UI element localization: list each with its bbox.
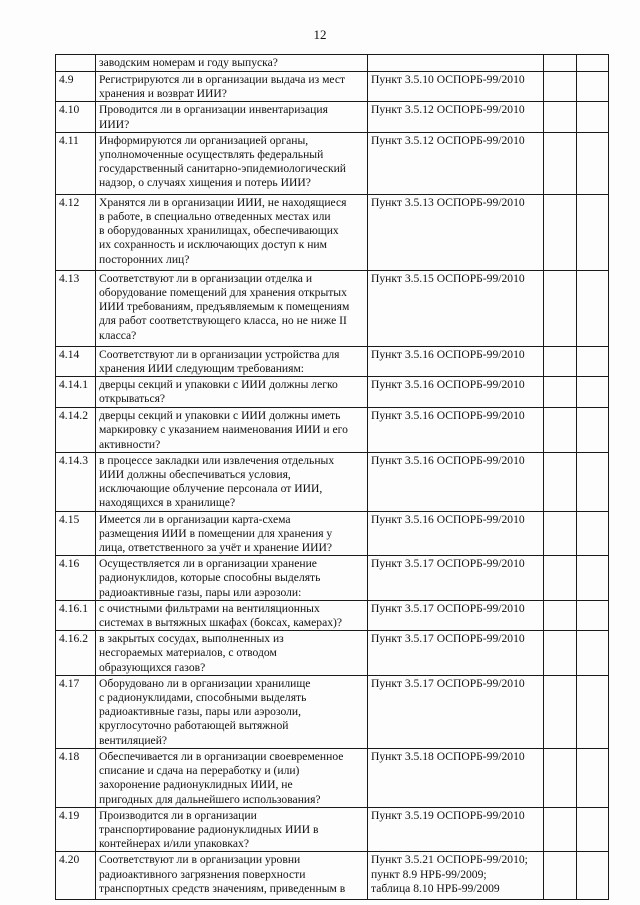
question-text: Осуществляется ли в организации хранение радионуклидов, которые способны выделять радиоактивные газы, пары или аэрозоли: <box>96 556 368 601</box>
answer-cell-yes <box>544 852 577 900</box>
question-text: Информируются ли организацией органы, уполномоченные осуществлять федеральный государственный санитарно-эпидемиологический надзор, о случаях хищения и потерь ИИИ? <box>96 132 368 194</box>
question-text: дверцы секций и упаковки с ИИИ должны иметь маркировку с указанием наименования ИИИ и его активности? <box>96 408 368 453</box>
answer-cell-no <box>577 377 609 408</box>
table-row <box>56 631 609 676</box>
checklist-table <box>55 54 609 900</box>
answer-cell-no <box>577 55 609 72</box>
answer-cell-yes <box>544 600 577 630</box>
answer-cell-no <box>577 270 609 346</box>
answer-cell-no <box>577 72 609 102</box>
question-text: с очистными фильтрами на вентиляционных системах в вытяжных шкафах (боксах, камерах)? <box>96 600 368 630</box>
table-row <box>56 600 609 630</box>
answer-cell-yes <box>544 346 577 376</box>
answer-cell-no <box>577 511 609 556</box>
answer-cell-yes <box>544 194 577 270</box>
regulation-reference: Пункт 3.5.16 ОСПОРБ-99/2010 <box>368 377 544 408</box>
question-text: Регистрируются ли в организации выдача из мест хранения и возврат ИИИ? <box>96 72 368 102</box>
table-row <box>56 511 609 556</box>
item-number: 4.14 <box>56 346 96 376</box>
answer-cell-yes <box>544 408 577 453</box>
table-row <box>56 270 609 346</box>
regulation-reference: Пункт 3.5.12 ОСПОРБ-99/2010 <box>368 102 544 132</box>
table-row <box>56 377 609 408</box>
answer-cell-no <box>577 194 609 270</box>
regulation-reference: Пункт 3.5.10 ОСПОРБ-99/2010 <box>368 72 544 102</box>
table-row <box>56 556 609 601</box>
page-number: 12 <box>313 27 327 42</box>
item-number: 4.9 <box>56 72 96 102</box>
item-number: 4.14.3 <box>56 452 96 511</box>
regulation-reference: Пункт 3.5.13 ОСПОРБ-99/2010 <box>368 194 544 270</box>
answer-cell-no <box>577 631 609 676</box>
regulation-reference: Пункт 3.5.17 ОСПОРБ-99/2010 <box>368 600 544 630</box>
question-text: Проводится ли в организации инвентаризация ИИИ? <box>96 102 368 132</box>
question-text: Имеется ли в организации карта-схема размещения ИИИ в помещении для хранения у лица, ответственного за учёт и хранение ИИИ? <box>96 511 368 556</box>
answer-cell-yes <box>544 102 577 132</box>
table-row <box>56 452 609 511</box>
item-number: 4.19 <box>56 807 96 852</box>
table-row <box>56 55 609 72</box>
answer-cell-no <box>577 807 609 852</box>
answer-cell-yes <box>544 556 577 601</box>
regulation-reference: Пункт 3.5.21 ОСПОРБ-99/2010; пункт 8.9 НРБ-99/2009; таблица 8.10 НРБ-99/2009 <box>368 852 544 900</box>
answer-cell-yes <box>544 452 577 511</box>
answer-cell-no <box>577 748 609 807</box>
regulation-reference: Пункт 3.5.16 ОСПОРБ-99/2010 <box>368 408 544 453</box>
regulation-reference: Пункт 3.5.15 ОСПОРБ-99/2010 <box>368 270 544 346</box>
table-row <box>56 346 609 376</box>
item-number: 4.16 <box>56 556 96 601</box>
regulation-reference: Пункт 3.5.18 ОСПОРБ-99/2010 <box>368 748 544 807</box>
question-text: Обеспечивается ли в организации своевременное списание и сдача на переработку и (или) захоронение радионуклидных ИИИ, не пригодных для дальнейшего использования? <box>96 748 368 807</box>
item-number: 4.16.2 <box>56 631 96 676</box>
table-row <box>56 807 609 852</box>
item-number: 4.20 <box>56 852 96 900</box>
answer-cell-no <box>577 452 609 511</box>
answer-cell-yes <box>544 631 577 676</box>
regulation-reference: Пункт 3.5.17 ОСПОРБ-99/2010 <box>368 556 544 601</box>
item-number: 4.18 <box>56 748 96 807</box>
regulation-reference <box>368 55 544 72</box>
answer-cell-no <box>577 132 609 194</box>
answer-cell-no <box>577 600 609 630</box>
table-row <box>56 194 609 270</box>
answer-cell-yes <box>544 675 577 748</box>
answer-cell-yes <box>544 807 577 852</box>
regulation-reference: Пункт 3.5.17 ОСПОРБ-99/2010 <box>368 631 544 676</box>
item-number: 4.11 <box>56 132 96 194</box>
item-number: 4.15 <box>56 511 96 556</box>
question-text: Производится ли в организации транспортирование радионуклидных ИИИ в контейнерах и/или упаковках? <box>96 807 368 852</box>
table-row <box>56 408 609 453</box>
question-text: Соответствуют ли в организации отделка и оборудование помещений для хранения открытых ИИИ требованиям, предъявляемым к помещениям для работ соответствующего класса, но не ниже II класса? <box>96 270 368 346</box>
question-text: заводским номерам и году выпуска? <box>96 55 368 72</box>
answer-cell-no <box>577 102 609 132</box>
regulation-reference: Пункт 3.5.17 ОСПОРБ-99/2010 <box>368 675 544 748</box>
item-number: 4.17 <box>56 675 96 748</box>
answer-cell-yes <box>544 511 577 556</box>
regulation-reference: Пункт 3.5.16 ОСПОРБ-99/2010 <box>368 346 544 376</box>
table-row <box>56 748 609 807</box>
answer-cell-yes <box>544 72 577 102</box>
question-text: Соответствуют ли в организации уровни радиоактивного загрязнения поверхности транспортных средств значениям, приведенным в <box>96 852 368 900</box>
table-row <box>56 852 609 900</box>
item-number: 4.14.2 <box>56 408 96 453</box>
question-text: в закрытых сосудах, выполненных из несгораемых материалов, с отводом образующихся газов? <box>96 631 368 676</box>
item-number: 4.16.1 <box>56 600 96 630</box>
question-text: Хранятся ли в организации ИИИ, не находящиеся в работе, в специально отведенных местах или в оборудованных хранилищах, обеспечивающих их сохранность и исключающих доступ к ним посторонних лиц? <box>96 194 368 270</box>
answer-cell-yes <box>544 55 577 72</box>
item-number: 4.12 <box>56 194 96 270</box>
answer-cell-yes <box>544 748 577 807</box>
item-number <box>56 55 96 72</box>
question-text: Оборудовано ли в организации хранилище с радионуклидами, способными выделять радиоактивные газы, пары или аэрозоли, круглосуточно работающей вытяжной вентиляцией? <box>96 675 368 748</box>
table-row <box>56 72 609 102</box>
regulation-reference: Пункт 3.5.16 ОСПОРБ-99/2010 <box>368 452 544 511</box>
item-number: 4.13 <box>56 270 96 346</box>
answer-cell-no <box>577 408 609 453</box>
answer-cell-yes <box>544 132 577 194</box>
answer-cell-no <box>577 346 609 376</box>
item-number: 4.10 <box>56 102 96 132</box>
table-row <box>56 132 609 194</box>
table-row <box>56 102 609 132</box>
regulation-reference: Пункт 3.5.19 ОСПОРБ-99/2010 <box>368 807 544 852</box>
regulation-reference: Пункт 3.5.16 ОСПОРБ-99/2010 <box>368 511 544 556</box>
question-text: дверцы секций и упаковки с ИИИ должны легко открываться? <box>96 377 368 408</box>
answer-cell-no <box>577 556 609 601</box>
item-number: 4.14.1 <box>56 377 96 408</box>
question-text: в процессе закладки или извлечения отдельных ИИИ должны обеспечиваться условия, исключающие облучение персонала от ИИИ, находящихся в хранилище? <box>96 452 368 511</box>
question-text: Соответствуют ли в организации устройства для хранения ИИИ следующим требованиям: <box>96 346 368 376</box>
answer-cell-yes <box>544 377 577 408</box>
answer-cell-no <box>577 675 609 748</box>
answer-cell-no <box>577 852 609 900</box>
answer-cell-yes <box>544 270 577 346</box>
regulation-reference: Пункт 3.5.12 ОСПОРБ-99/2010 <box>368 132 544 194</box>
table-row <box>56 675 609 748</box>
